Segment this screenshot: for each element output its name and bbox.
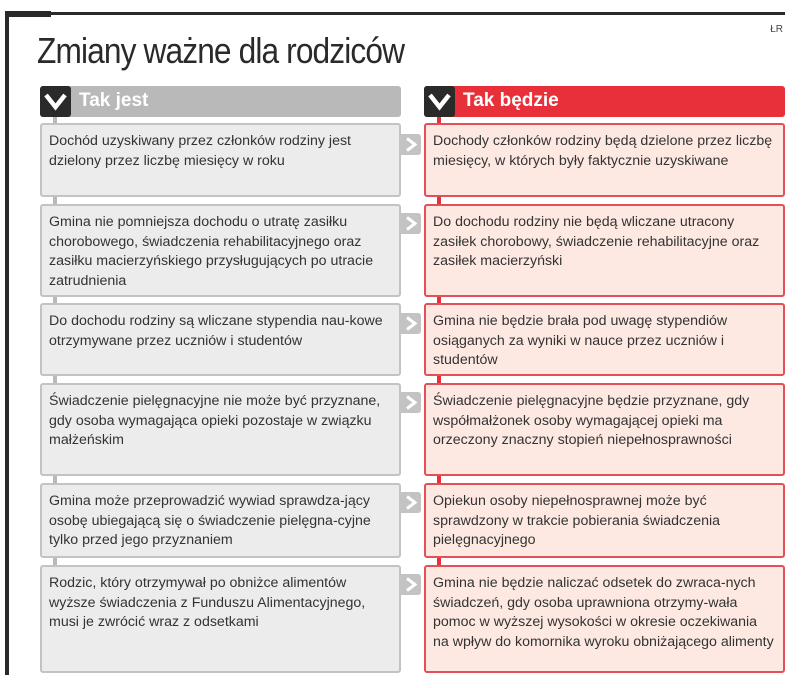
chevron-right-icon (401, 392, 421, 413)
page-title: Zmiany ważne dla rodziców (37, 30, 405, 71)
current-item-3: Do dochodu rodziny są wliczane stypendia nau-kowe otrzymywane przez uczniów i studentów (40, 303, 401, 376)
current-item-2: Gmina nie pomniejsza dochodu o utratę zasiłku chorobowego, świadczenia rehabilitacyjnego oraz zasiłku macierzyńskiego przysługujących po utracie zatrudnienia (40, 204, 401, 297)
chevron-down-icon (40, 86, 71, 117)
future-column-header (424, 86, 785, 117)
current-item-6: Rodzic, który otrzymywał po obniżce alimentów wyższe świadczenia z Funduszu Alimentacyjnego, musi je zwrócić wraz z odsetkami (40, 565, 401, 673)
author-credit: ŁR (770, 24, 783, 35)
chevron-right-icon (401, 313, 421, 334)
future-item-4: Świadczenie pielęgnacyjne będzie przyznane, gdy współmałżonek osoby wymagającej opieki ma orzeczony znaczny stopień niepełnosprawności (424, 383, 785, 476)
current-item-1: Dochód uzyskiwany przez członków rodziny jest dzielony przez liczbę miesięcy w roku (40, 123, 401, 197)
future-column-label: Tak będzie (463, 90, 559, 111)
chevron-down-icon (424, 86, 455, 117)
current-column-header (40, 86, 401, 117)
chevron-right-icon (401, 134, 421, 155)
future-item-2: Do dochodu rodziny nie będą wliczane utracony zasiłek chorobowy, świadczenie rehabilitacyjne oraz zasiłek macierzyński (424, 204, 785, 297)
future-item-1: Dochody członków rodziny będą dzielone przez liczbę miesięcy, w których były faktycznie uzyskiwane (424, 123, 785, 197)
chevron-right-icon (401, 492, 421, 513)
current-column-label: Tak jest (79, 90, 149, 111)
chevron-right-icon (401, 574, 421, 595)
chevron-right-icon (401, 213, 421, 234)
frame-top-rule (8, 12, 785, 15)
frame-left-rule (5, 11, 9, 675)
future-item-6: Gmina nie będzie naliczać odsetek do zwraca-nych świadczeń, gdy osoba uprawniona otrzymy-wała pomoc w wyższej wysokości w okresie oczekiwania na wpływ do komornika wyroku obniżającego alimenty (424, 565, 785, 673)
current-item-4: Świadczenie pielęgnacyjne nie może być przyznane, gdy osoba wymagająca opieki pozostaje w związku małżeńskim (40, 383, 401, 476)
frame-corner (5, 11, 51, 17)
current-item-5: Gmina może przeprowadzić wywiad sprawdza-jący osobę ubiegającą się o świadczenie pielęgna-cyjne tylko przed jego przyznaniem (40, 483, 401, 558)
future-item-5: Opiekun osoby niepełnosprawnej może być sprawdzony w trakcie pobierania świadczenia pielęgnacyjnego (424, 483, 785, 558)
future-item-3: Gmina nie będzie brała pod uwagę stypendiów osiąganych za wyniki w nauce przez uczniów i studentów (424, 303, 785, 376)
